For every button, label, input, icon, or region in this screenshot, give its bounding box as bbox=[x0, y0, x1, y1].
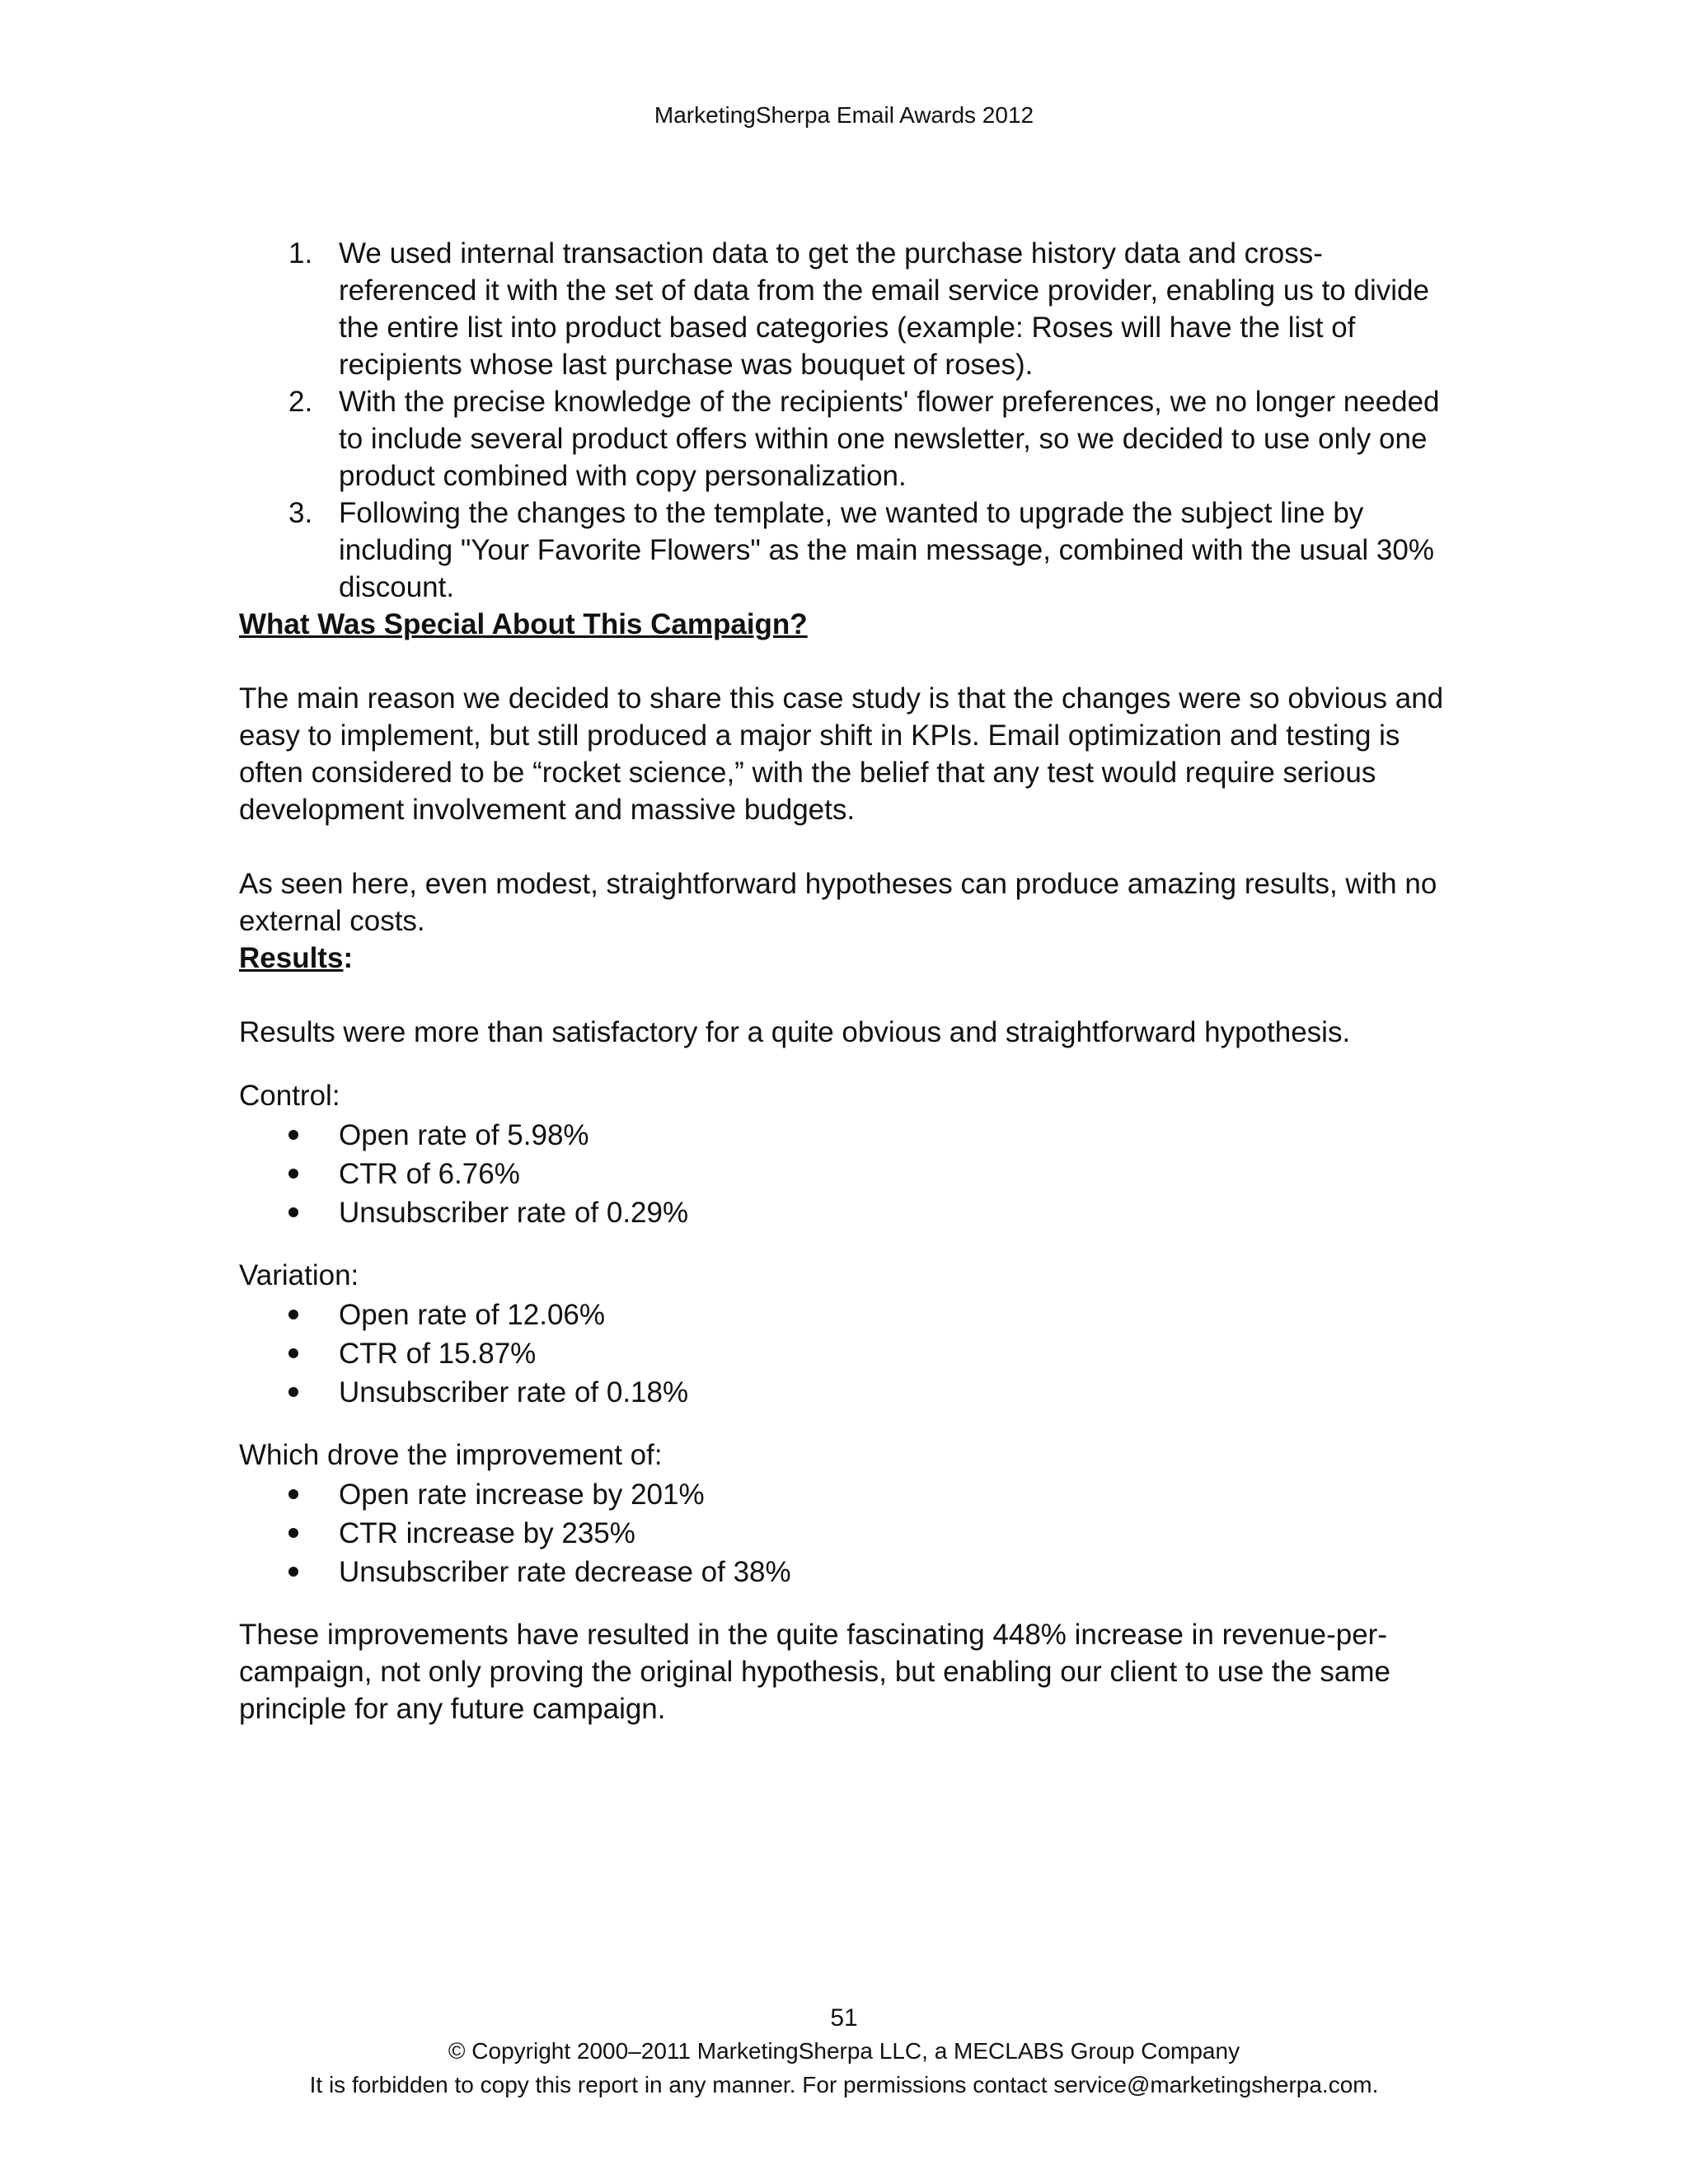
report-title: MarketingSherpa Email Awards 2012 bbox=[654, 102, 1034, 128]
bullet-list bbox=[239, 1475, 1451, 1591]
list-item-text: Open rate increase by 201% bbox=[339, 1479, 705, 1511]
page-header bbox=[0, 101, 1688, 130]
list-item bbox=[239, 1475, 1451, 1514]
list-item-text: Unsubscriber rate of 0.29% bbox=[339, 1197, 689, 1229]
list-item bbox=[239, 1514, 1451, 1553]
list-item bbox=[239, 1334, 1451, 1373]
results-heading bbox=[239, 940, 1451, 977]
copyright-notice: © Copyright 2000–2011 MarketingSherpa LLC, a MECLABS Group Company bbox=[448, 2038, 1240, 2064]
list-item-text: CTR increase by 235% bbox=[339, 1517, 635, 1549]
special-paragraph: The main reason we decided to share this case study is that the changes were so obvious and easy to implement, but still produced a major shift in KPIs. Email optimization and testing is often considered to be “rocket science,” with the belief that any test would require serious development involvement and massive budgets. bbox=[239, 682, 1444, 826]
numbered-step bbox=[239, 494, 1451, 606]
bullet-list bbox=[239, 1116, 1451, 1232]
page-footer bbox=[0, 2003, 1688, 2102]
step-number: 2. bbox=[288, 386, 313, 418]
list-item bbox=[239, 1155, 1451, 1193]
page-number: 51 bbox=[830, 2004, 858, 2032]
special-campaign-heading-text: What Was Special About This Campaign? bbox=[239, 608, 808, 640]
step-text: With the precise knowledge of the recipients' flower preferences, we no longer needed to include several product offers within one newsletter, so we decided to use only one product combined with copy personalization. bbox=[339, 386, 1440, 492]
list-item-text: CTR of 6.76% bbox=[339, 1158, 520, 1190]
group-label: Which drove the improvement of: bbox=[239, 1439, 663, 1471]
list-item bbox=[239, 1193, 1451, 1232]
bullet-icon bbox=[288, 1489, 298, 1499]
group-label: Control: bbox=[239, 1080, 340, 1112]
bullet-icon bbox=[288, 1567, 298, 1577]
step-number: 1. bbox=[288, 237, 313, 269]
numbered-step bbox=[239, 383, 1451, 494]
results-conclusion: These improvements have resulted in the quite fascinating 448% increase in revenue-per-campaign, not only proving the original hypothesis, but enabling our client to use the same principle for any future campaign. bbox=[239, 1619, 1390, 1725]
bullet-icon bbox=[288, 1310, 298, 1319]
bullet-icon bbox=[288, 1169, 298, 1179]
numbered-step bbox=[239, 235, 1451, 383]
bullet-icon bbox=[288, 1348, 298, 1358]
special-paragraph: As seen here, even modest, straightforward hypotheses can produce amazing results, with no external costs. bbox=[239, 868, 1437, 937]
numbered-steps-list bbox=[239, 235, 1451, 606]
list-item bbox=[239, 1296, 1451, 1334]
results-intro: Results were more than satisfactory for a quite obvious and straightforward hypothesis. bbox=[239, 1016, 1351, 1048]
bullet-list bbox=[239, 1296, 1451, 1412]
results-group-variation bbox=[239, 1257, 1451, 1412]
list-item bbox=[239, 1116, 1451, 1155]
results-heading-colon: : bbox=[343, 942, 354, 974]
bullet-icon bbox=[288, 1130, 298, 1140]
step-text: Following the changes to the template, we wanted to upgrade the subject line by including "Your Favorite Flowers" as the main message, combined with the usual 30% discount. bbox=[339, 497, 1434, 603]
list-item-text: Open rate of 12.06% bbox=[339, 1299, 605, 1331]
results-group-control bbox=[239, 1077, 1451, 1232]
bullet-icon bbox=[288, 1387, 298, 1397]
list-item bbox=[239, 1373, 1451, 1412]
group-label: Variation: bbox=[239, 1259, 359, 1291]
bullet-icon bbox=[288, 1207, 298, 1217]
step-text: We used internal transaction data to get the purchase history data and cross-referenced it with the set of data from the email service provider, enabling us to divide the entire list into product based categories (example: Roses will have the list of recipients whose last purchase was bouquet of roses). bbox=[339, 237, 1429, 381]
list-item bbox=[239, 1553, 1451, 1591]
step-number: 3. bbox=[288, 497, 313, 529]
permissions-notice: It is forbidden to copy this report in any manner. For permissions contact service@marketingsherpa.com. bbox=[309, 2072, 1379, 2097]
list-item-text: Open rate of 5.98% bbox=[339, 1119, 589, 1151]
results-heading-text: Results bbox=[239, 942, 344, 974]
list-item-text: CTR of 15.87% bbox=[339, 1338, 537, 1370]
page-body bbox=[239, 235, 1451, 1727]
bullet-icon bbox=[288, 1528, 298, 1538]
list-item-text: Unsubscriber rate decrease of 38% bbox=[339, 1556, 791, 1588]
list-item-text: Unsubscriber rate of 0.18% bbox=[339, 1376, 689, 1408]
special-campaign-heading bbox=[239, 606, 1451, 643]
results-group-improvement bbox=[239, 1436, 1451, 1591]
